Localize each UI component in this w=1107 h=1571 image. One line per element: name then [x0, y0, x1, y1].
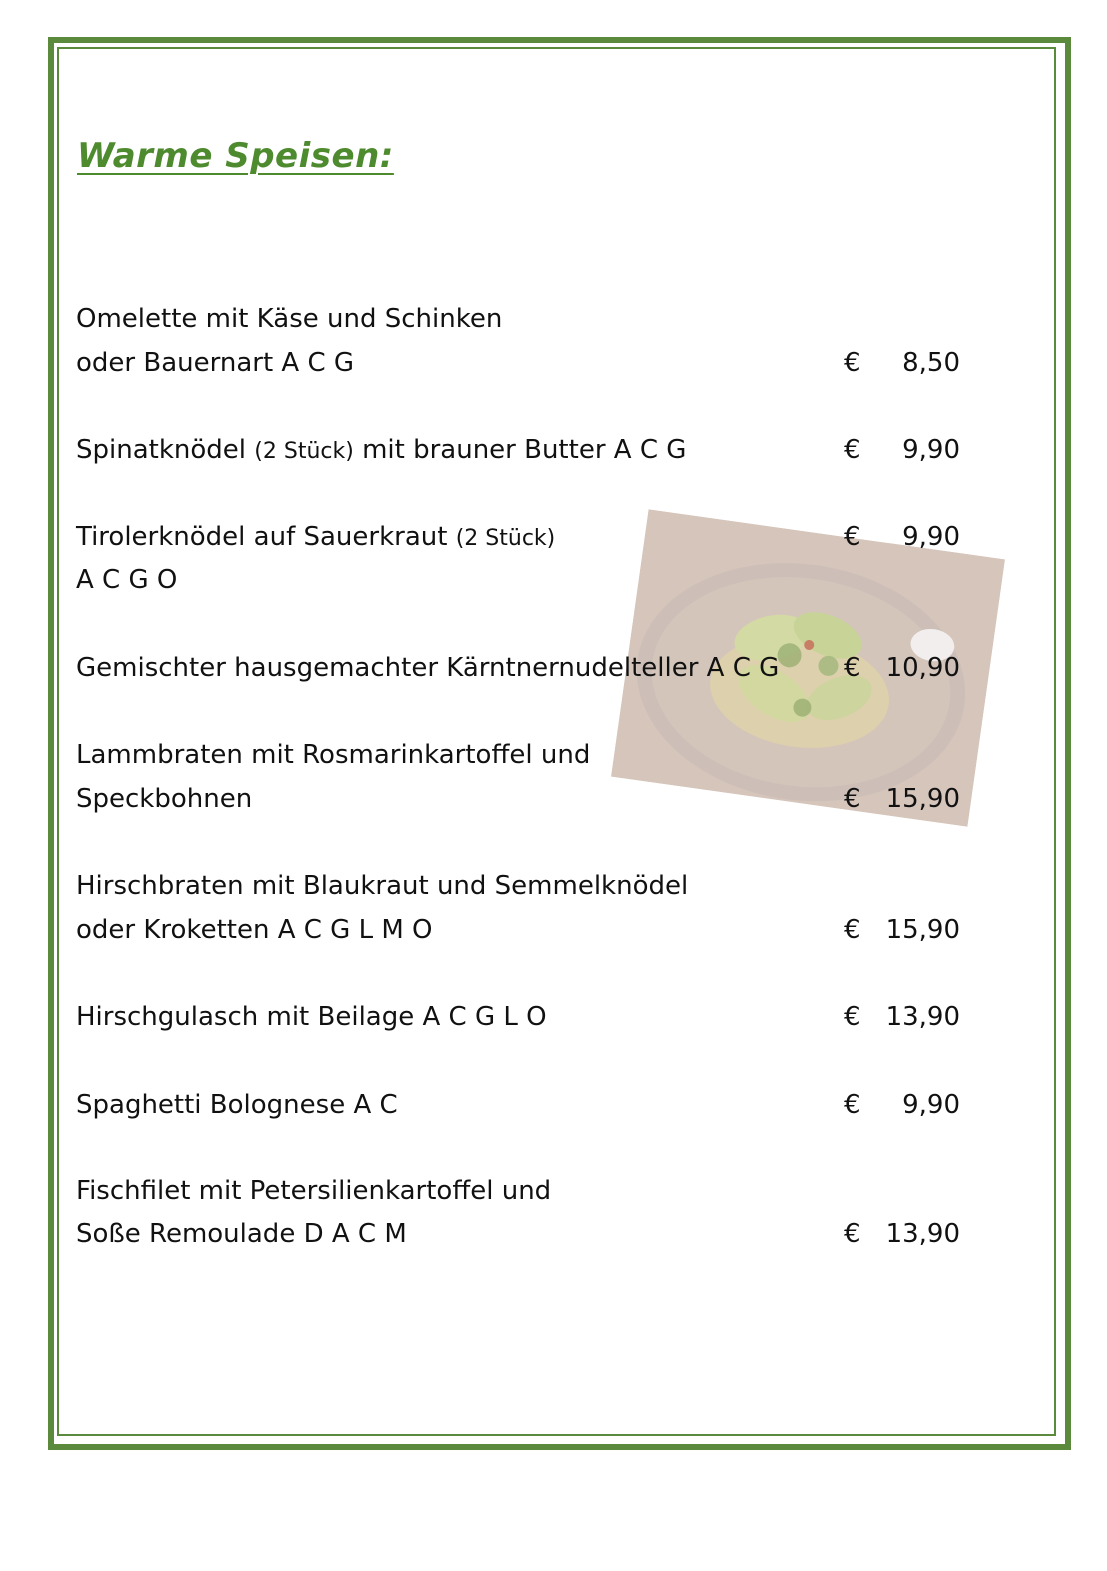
price-amount: 9,90: [902, 522, 960, 552]
menu-item-3-name: [76, 524, 555, 550]
currency-symbol: €: [844, 653, 861, 683]
menu-item-3-detail: A C G O: [76, 565, 178, 595]
menu-item-1-name: Omelette mit Käse und Schinken: [76, 304, 503, 334]
menu-item-9-name: Fischfilet mit Petersilienkartoffel und: [76, 1176, 552, 1206]
currency-symbol: €: [844, 784, 861, 814]
price-amount: 10,90: [885, 653, 960, 683]
menu-item-7-price: [844, 1004, 960, 1030]
currency-symbol: €: [844, 522, 861, 552]
price-amount: 15,90: [885, 915, 960, 945]
currency-symbol: €: [844, 1219, 861, 1249]
menu-item-7-name: Hirschgulasch mit Beilage A C G L O: [76, 1002, 547, 1032]
currency-symbol: €: [844, 435, 861, 465]
price-amount: 8,50: [902, 348, 960, 378]
menu-section-title: Warme Speisen:: [77, 136, 394, 176]
menu-item-5-price: [844, 786, 960, 812]
menu-item-2-price: [844, 437, 960, 463]
currency-symbol: €: [844, 1090, 861, 1120]
price-amount: 9,90: [902, 435, 960, 465]
menu-item-6-detail: oder Kroketten A C G L M O: [76, 915, 433, 945]
menu-item-6-name: Hirschbraten mit Blaukraut und Semmelknödel: [76, 871, 689, 901]
menu-item-4-name: Gemischter hausgemachter Kärntnernudelteller A C G: [76, 653, 780, 683]
menu-item-5-name: Lammbraten mit Rosmarinkartoffel und: [76, 740, 591, 770]
menu-item-4-price: [844, 655, 960, 681]
menu-item-9-price: [844, 1221, 960, 1247]
menu-item-9-detail: Soße Remoulade D A C M: [76, 1219, 407, 1249]
currency-symbol: €: [844, 915, 861, 945]
menu-item-2-name: [76, 437, 686, 463]
currency-symbol: €: [844, 348, 861, 378]
menu-item-8-price: [844, 1092, 960, 1118]
price-amount: 13,90: [885, 1002, 960, 1032]
menu-item-8-name: Spaghetti Bolognese A C: [76, 1090, 398, 1120]
menu-item-6-price: [844, 917, 960, 943]
price-amount: 15,90: [885, 784, 960, 814]
item-detail: mit brauner Butter A C G: [353, 435, 687, 465]
menu-item-1-price: [844, 350, 960, 376]
item-name: Tirolerknödel auf Sauerkraut: [76, 522, 456, 552]
price-amount: 9,90: [902, 1090, 960, 1120]
menu-item-1-detail: oder Bauernart A C G: [76, 348, 355, 378]
item-name: Spinatknödel: [76, 435, 255, 465]
menu-item-5-detail: Speckbohnen: [76, 784, 253, 814]
price-amount: 13,90: [885, 1219, 960, 1249]
item-quantity: (2 Stück): [254, 439, 354, 464]
currency-symbol: €: [844, 1002, 861, 1032]
menu-item-3-price: [844, 524, 960, 550]
item-quantity: (2 Stück): [455, 526, 556, 551]
